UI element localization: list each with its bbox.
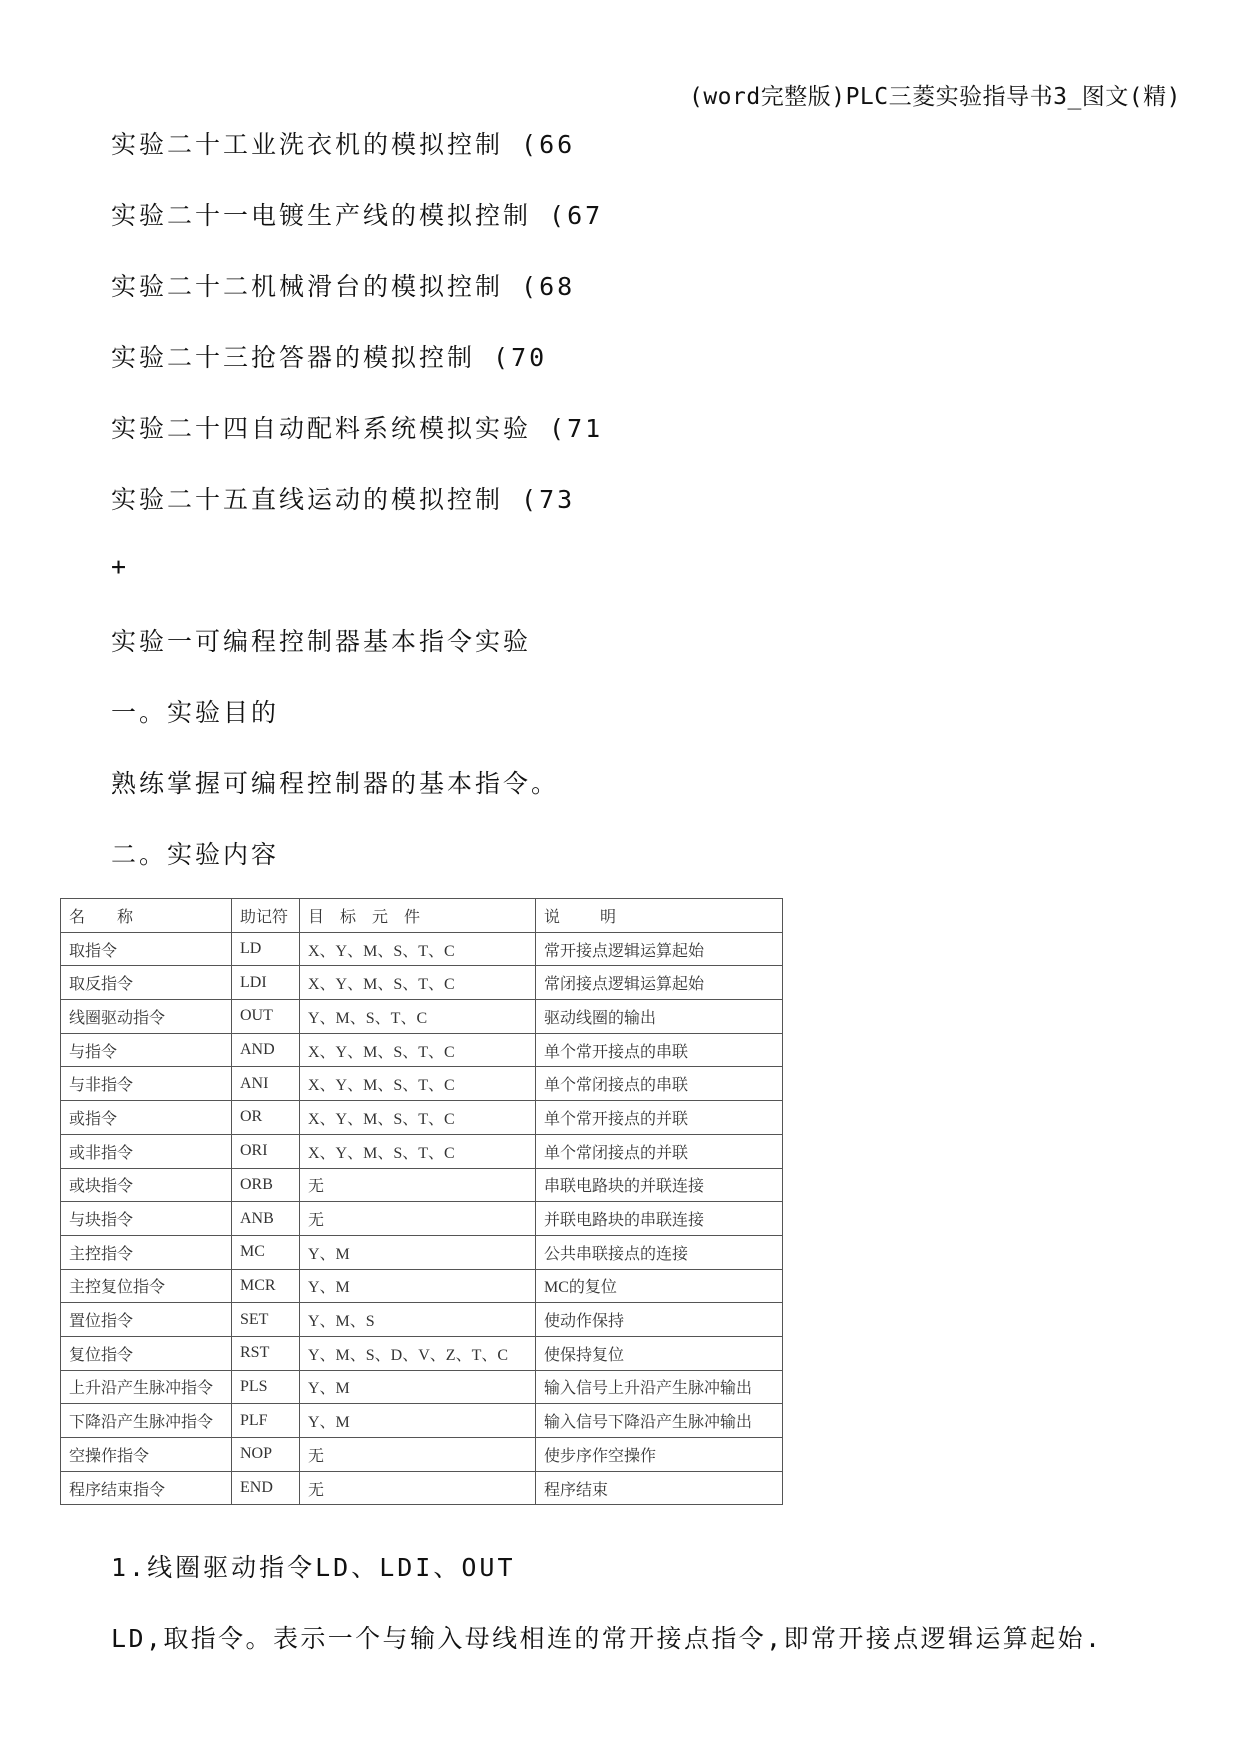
table-row <box>61 1303 783 1337</box>
toc-entry-21: 实验二十一电镀生产线的模拟控制 (67 <box>111 201 604 230</box>
cell-mnemonic: MC <box>232 1235 300 1269</box>
cell-name: 取反指令 <box>61 966 232 1000</box>
cell-description: 程序结束 <box>536 1471 783 1505</box>
cell-mnemonic: SET <box>232 1303 300 1337</box>
table-row <box>61 1033 783 1067</box>
cell-target: Y、M、S <box>300 1303 536 1337</box>
cell-description: 公共串联接点的连接 <box>536 1235 783 1269</box>
table-row <box>61 1134 783 1168</box>
cell-mnemonic: OUT <box>232 1000 300 1034</box>
cell-name: 或非指令 <box>61 1134 232 1168</box>
table-row <box>61 1370 783 1404</box>
header-mnemonic: 助记符 <box>232 899 300 933</box>
cell-mnemonic: NOP <box>232 1438 300 1472</box>
cell-description: 单个常闭接点的并联 <box>536 1134 783 1168</box>
cell-name: 取指令 <box>61 932 232 966</box>
cell-target: Y、M、S、D、V、Z、T、C <box>300 1336 536 1370</box>
objective-text: 熟练掌握可编程控制器的基本指令。 <box>111 769 560 798</box>
cell-description: 驱动线圈的输出 <box>536 1000 783 1034</box>
cell-mnemonic: PLF <box>232 1404 300 1438</box>
cell-description: 串联电路块的并联连接 <box>536 1168 783 1202</box>
cell-name: 与指令 <box>61 1033 232 1067</box>
cell-target: Y、M <box>300 1235 536 1269</box>
experiment-title: 实验一可编程控制器基本指令实验 <box>111 627 532 656</box>
header-target: 目 标 元 件 <box>300 899 536 933</box>
cell-name: 与块指令 <box>61 1202 232 1236</box>
cell-description: 常闭接点逻辑运算起始 <box>536 966 783 1000</box>
toc-entry-24: 实验二十四自动配料系统模拟实验 (71 <box>111 414 604 443</box>
cell-mnemonic: ANB <box>232 1202 300 1236</box>
cell-target: X、Y、M、S、T、C <box>300 966 536 1000</box>
cell-mnemonic: MCR <box>232 1269 300 1303</box>
cell-description: 单个常闭接点的串联 <box>536 1067 783 1101</box>
cell-target: X、Y、M、S、T、C <box>300 1101 536 1135</box>
cell-description: 并联电路块的串联连接 <box>536 1202 783 1236</box>
instruction-table-container <box>60 898 782 1505</box>
table-row <box>61 1168 783 1202</box>
cell-mnemonic: OR <box>232 1101 300 1135</box>
plus-marker: + <box>111 552 130 581</box>
cell-description: 常开接点逻辑运算起始 <box>536 932 783 966</box>
cell-target: Y、M <box>300 1269 536 1303</box>
cell-mnemonic: LDI <box>232 966 300 1000</box>
table-row <box>61 1000 783 1034</box>
cell-target: X、Y、M、S、T、C <box>300 1067 536 1101</box>
cell-description: 使步序作空操作 <box>536 1438 783 1472</box>
cell-mnemonic: END <box>232 1471 300 1505</box>
header-name: 名 称 <box>61 899 232 933</box>
cell-mnemonic: PLS <box>232 1370 300 1404</box>
table-row <box>61 932 783 966</box>
page-header: (word完整版)PLC三菱实验指导书3_图文(精) <box>688 84 1181 110</box>
toc-entry-23: 实验二十三抢答器的模拟控制 (70 <box>111 343 548 372</box>
cell-name: 与非指令 <box>61 1067 232 1101</box>
cell-mnemonic: LD <box>232 932 300 966</box>
section-heading-objective: 一。实验目的 <box>111 698 280 727</box>
cell-description: MC的复位 <box>536 1269 783 1303</box>
table-row <box>61 1438 783 1472</box>
table-header-row <box>61 899 783 933</box>
toc-entry-22: 实验二十二机械滑台的模拟控制 (68 <box>111 272 576 301</box>
cell-name: 空操作指令 <box>61 1438 232 1472</box>
cell-description: 输入信号下降沿产生脉冲输出 <box>536 1404 783 1438</box>
cell-name: 线圈驱动指令 <box>61 1000 232 1034</box>
table-row <box>61 1336 783 1370</box>
cell-name: 程序结束指令 <box>61 1471 232 1505</box>
toc-entry-25: 实验二十五直线运动的模拟控制 (73 <box>111 485 576 514</box>
cell-target: Y、M <box>300 1404 536 1438</box>
cell-target: 无 <box>300 1471 536 1505</box>
toc-entry-20: 实验二十工业洗衣机的模拟控制 (66 <box>111 130 576 159</box>
item1-title: 1.线圈驱动指令LD、LDI、OUT <box>111 1553 516 1582</box>
cell-name: 置位指令 <box>61 1303 232 1337</box>
cell-target: Y、M <box>300 1370 536 1404</box>
cell-mnemonic: ANI <box>232 1067 300 1101</box>
table-row <box>61 1101 783 1135</box>
cell-target: 无 <box>300 1438 536 1472</box>
table-row <box>61 966 783 1000</box>
cell-target: Y、M、S、T、C <box>300 1000 536 1034</box>
cell-mnemonic: AND <box>232 1033 300 1067</box>
cell-description: 单个常开接点的串联 <box>536 1033 783 1067</box>
cell-description: 使动作保持 <box>536 1303 783 1337</box>
cell-name: 上升沿产生脉冲指令 <box>61 1370 232 1404</box>
cell-target: X、Y、M、S、T、C <box>300 932 536 966</box>
cell-mnemonic: RST <box>232 1336 300 1370</box>
cell-target: X、Y、M、S、T、C <box>300 1033 536 1067</box>
header-description: 说 明 <box>536 899 783 933</box>
cell-mnemonic: ORI <box>232 1134 300 1168</box>
cell-name: 或指令 <box>61 1101 232 1135</box>
cell-target: X、Y、M、S、T、C <box>300 1134 536 1168</box>
cell-description: 输入信号上升沿产生脉冲输出 <box>536 1370 783 1404</box>
cell-target: 无 <box>300 1168 536 1202</box>
table-row <box>61 1471 783 1505</box>
item1-text: LD,取指令。表示一个与输入母线相连的常开接点指令,即常开接点逻辑运算起始. <box>111 1624 1103 1653</box>
cell-name: 主控复位指令 <box>61 1269 232 1303</box>
cell-description: 使保持复位 <box>536 1336 783 1370</box>
table-row <box>61 1404 783 1438</box>
cell-name: 复位指令 <box>61 1336 232 1370</box>
section-heading-content: 二。实验内容 <box>111 840 280 869</box>
cell-name: 下降沿产生脉冲指令 <box>61 1404 232 1438</box>
cell-description: 单个常开接点的并联 <box>536 1101 783 1135</box>
cell-mnemonic: ORB <box>232 1168 300 1202</box>
cell-name: 或块指令 <box>61 1168 232 1202</box>
table-row <box>61 1235 783 1269</box>
instruction-table <box>60 898 783 1505</box>
cell-target: 无 <box>300 1202 536 1236</box>
table-row <box>61 1269 783 1303</box>
table-row <box>61 1067 783 1101</box>
cell-name: 主控指令 <box>61 1235 232 1269</box>
table-row <box>61 1202 783 1236</box>
